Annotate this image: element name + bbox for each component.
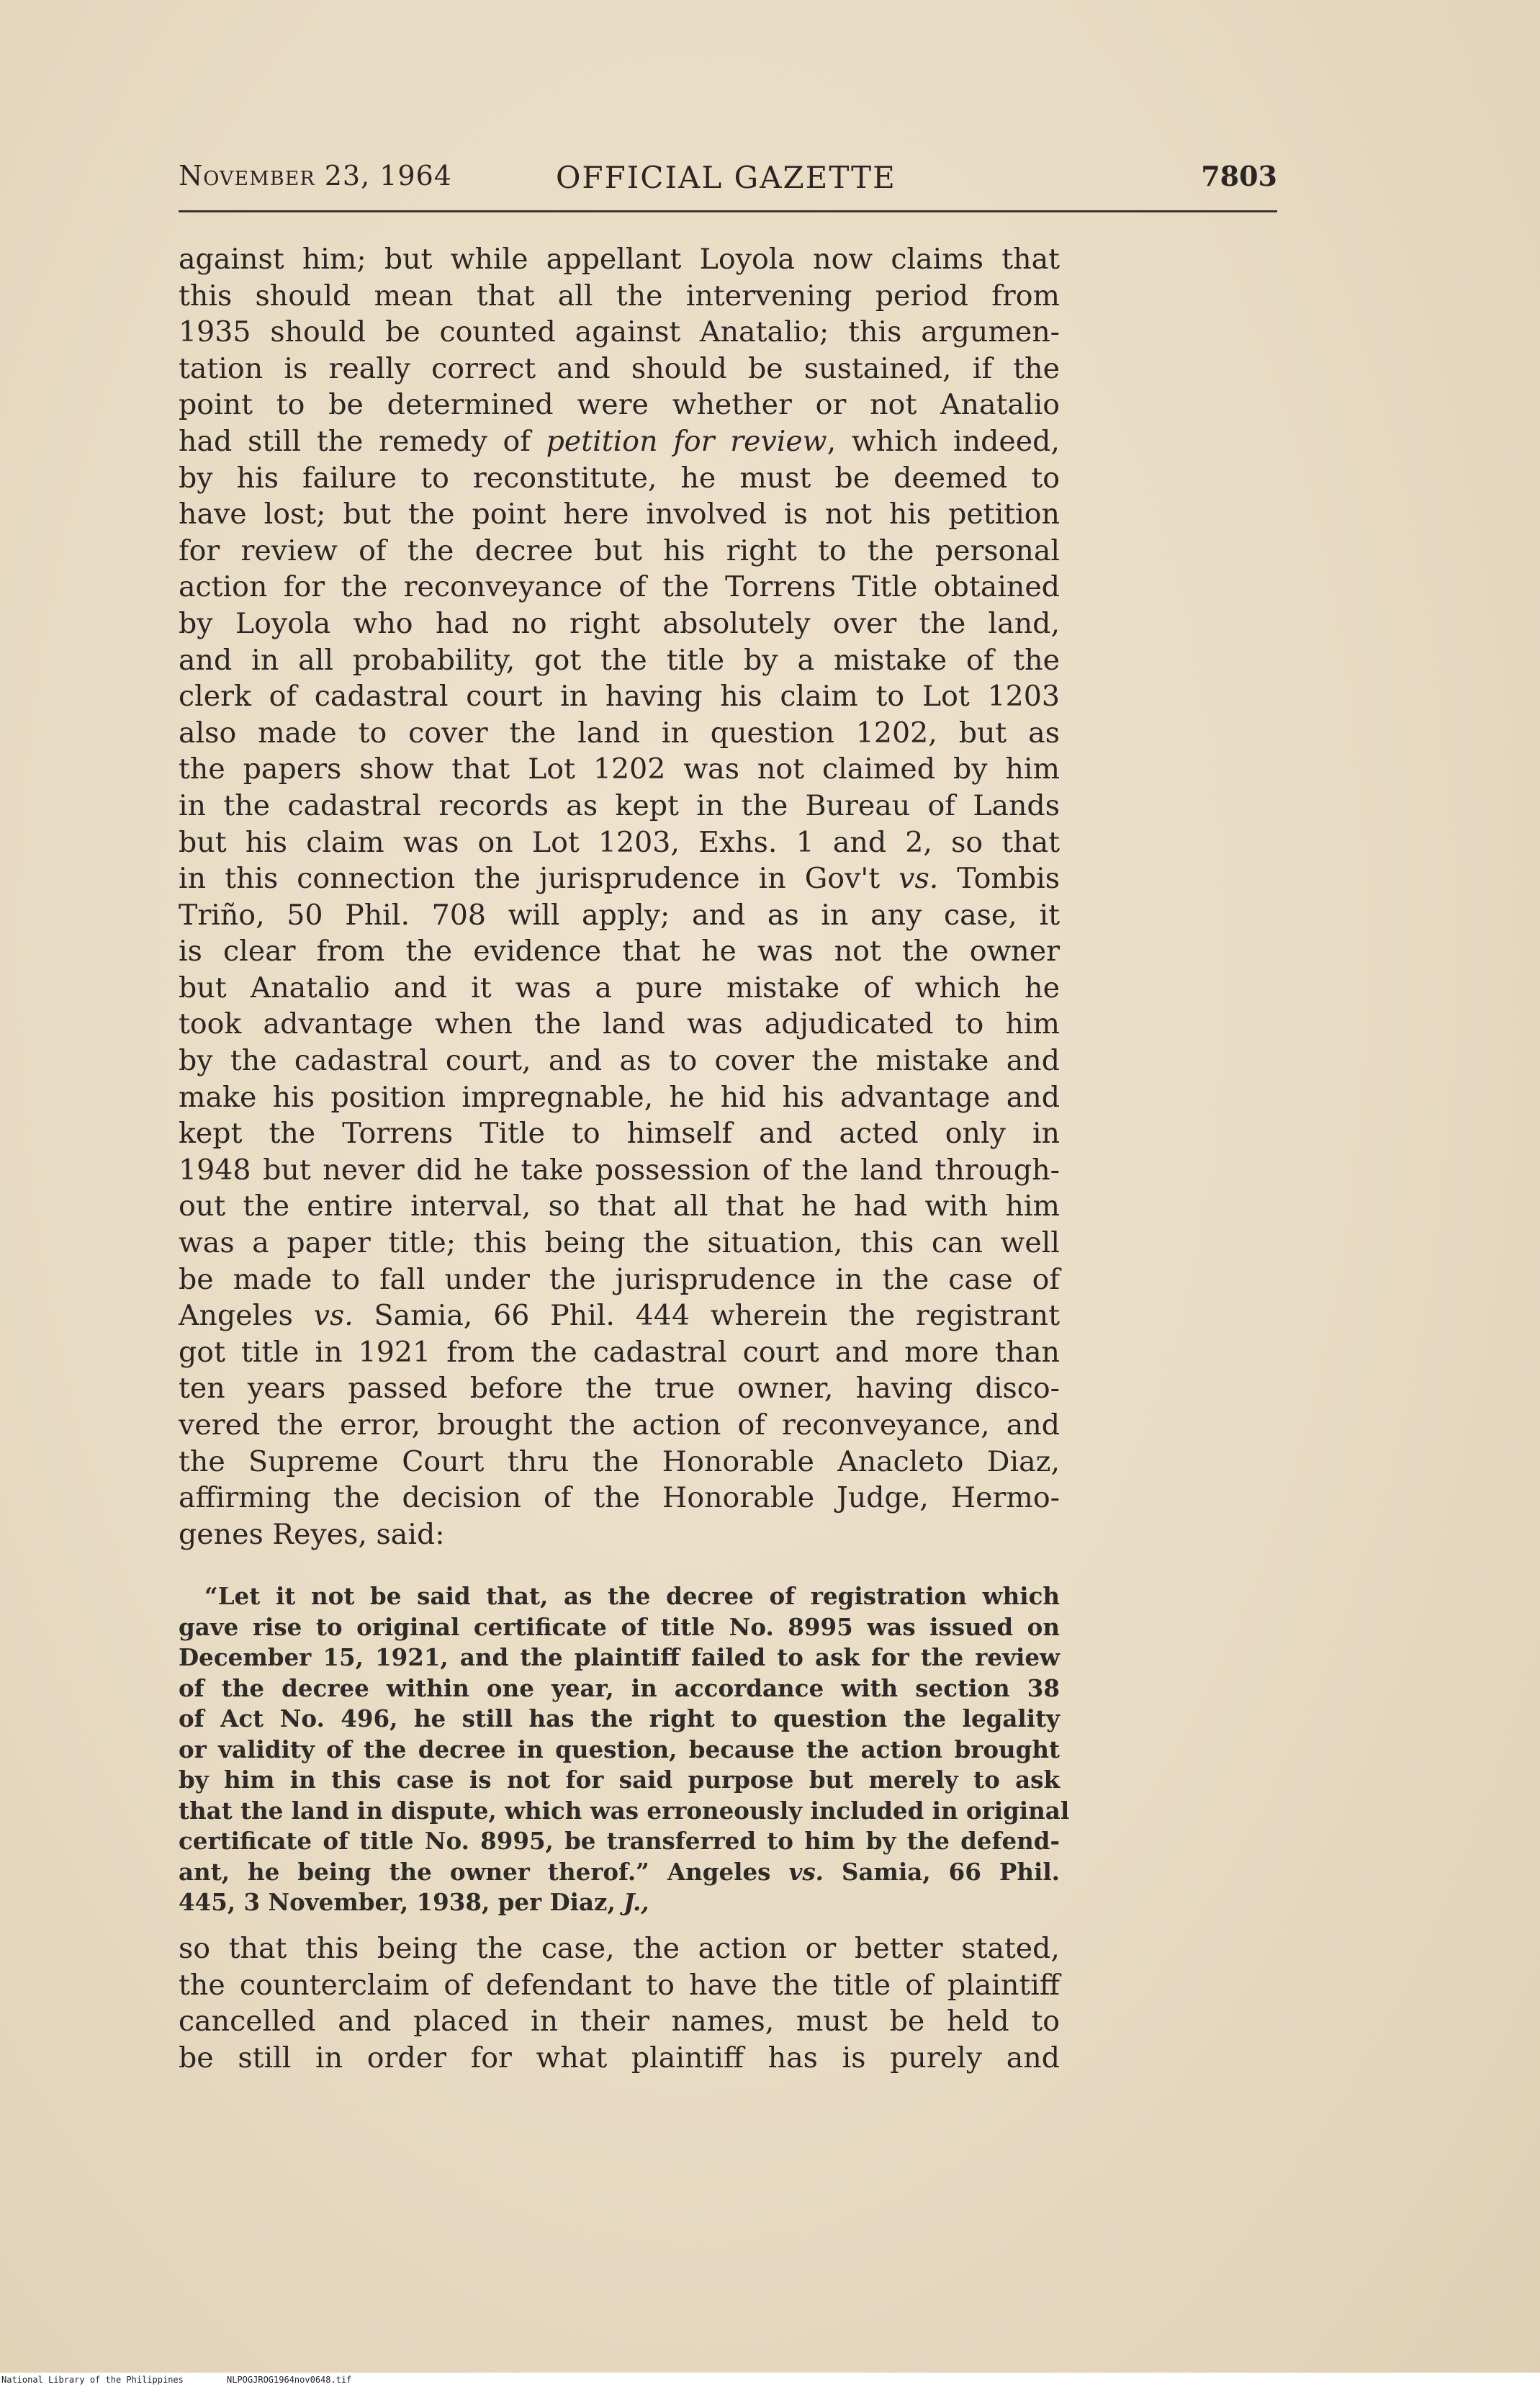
quote-line: gave rise to original certificate of title No. 8995 was issued on: [179, 1612, 1060, 1641]
quote-line: December 15, 1921, and the plaintiff failed to ask for the review: [179, 1643, 1060, 1671]
body-line: but his claim was on Lot 1203, Exhs. 1 and 2, so that: [179, 825, 1060, 859]
header-date: November 23, 1964: [179, 160, 452, 192]
body-line: ten years passed before the true owner, having disco-: [179, 1372, 1060, 1406]
quote-line: of Act No. 496, he still has the right to question the legality: [179, 1704, 1060, 1732]
body-line: be made to fall under the jurisprudence in the case of: [179, 1262, 1060, 1296]
header-rule: [179, 210, 1277, 212]
body-line: 1948 but never did he take possession of the land through-: [179, 1153, 1060, 1187]
scan-footer: [0, 2373, 1540, 2387]
body-line: against him; but while appellant Loyola now claims that: [179, 243, 1060, 276]
body-line: 1935 should be counted against Anatalio; this argumen-: [179, 315, 1060, 349]
tail-line: be still in order for what plaintiff has is purely and: [179, 2041, 1060, 2074]
body-line: the papers show that Lot 1202 was not claimed by him: [179, 752, 1060, 786]
quote-line: “Let it not be said that, as the decree of registration which: [204, 1582, 1060, 1610]
body-line: but Anatalio and it was a pure mistake of which he: [179, 971, 1060, 1004]
body-line: in this connection the jurisprudence in Gov't vs. Tombis: [179, 862, 1061, 896]
body-line: have lost; but the point here involved is not his petition: [179, 498, 1060, 531]
tail-line: cancelled and placed in their names, must be held to: [179, 2005, 1060, 2038]
body-line: and in all probability, got the title by a mistake of the: [179, 643, 1060, 677]
body-line: clerk of cadastral court in having his claim to Lot 1203: [179, 680, 1060, 714]
body-line: Angeles vs. Samia, 66 Phil. 444 wherein the registrant: [179, 1299, 1060, 1333]
footer-filename: NLPOGJROG1964nov0648.tif: [227, 2375, 352, 2385]
body-paragraph: [179, 241, 1060, 1552]
quote-line: of the decree within one year, in accordance with section 38: [179, 1673, 1060, 1702]
body-line: by Loyola who had no right absolutely over the land,: [179, 606, 1060, 640]
body-line: by the cadastral court, and as to cover the mistake and: [179, 1044, 1060, 1078]
tail-line: the counterclaim of defendant to have the title of plaintiff: [179, 1968, 1060, 2002]
tail-line: so that this being the case, the action or better stated,: [179, 1932, 1060, 1965]
block-quote: [179, 1581, 1070, 1918]
body-line: had still the remedy of petition for review, which indeed,: [179, 424, 1060, 458]
body-line: affirming the decision of the Honorable Judge, Hermo-: [179, 1481, 1060, 1515]
header-title: OFFICIAL GAZETTE: [556, 160, 896, 195]
body-line: for review of the decree but his right to the personal: [179, 534, 1060, 567]
body-line: is clear from the evidence that he was not the owner: [179, 935, 1060, 968]
body-line: make his position impregnable, he hid his advantage and: [179, 1080, 1060, 1114]
body-line: kept the Torrens Title to himself and acted only in: [179, 1117, 1060, 1151]
quote-line: that the land in dispute, which was erroneously included in original: [179, 1796, 1070, 1825]
body-line: genes Reyes, said:: [179, 1517, 445, 1551]
body-line: was a paper title; this being the situation, this can well: [179, 1226, 1060, 1260]
body-line: also made to cover the land in question 1202, but as: [179, 716, 1060, 750]
header-page-number: 7803: [1201, 160, 1277, 192]
quote-line: by him in this case is not for said purpose but merely to ask: [179, 1766, 1060, 1794]
body-line: action for the reconveyance of the Torrens Title obtained: [179, 570, 1060, 604]
body-line: the Supreme Court thru the Honorable Anacleto Diaz,: [179, 1444, 1060, 1478]
quote-line: certificate of title No. 8995, be transferred to him by the defend-: [179, 1827, 1060, 1855]
footer-library: National Library of the Philippines: [1, 2375, 184, 2385]
quote-line: 445, 3 November, 1938, per Diaz, J.,: [179, 1888, 649, 1916]
body-line: got title in 1921 from the cadastral court and more than: [179, 1335, 1060, 1369]
page-header: [179, 160, 1277, 203]
quote-line: ant, he being the owner therof.” Angeles vs. Samia, 66 Phil.: [179, 1857, 1061, 1886]
body-line: Triño, 50 Phil. 708 will apply; and as in any case, it: [179, 898, 1060, 932]
body-line: by his failure to reconstitute, he must be deemed to: [179, 461, 1060, 495]
body-line: this should mean that all the intervening period from: [179, 279, 1060, 313]
body-line: vered the error, brought the action of reconveyance, and: [179, 1408, 1060, 1442]
body-line: out the entire interval, so that all that he had with him: [179, 1190, 1060, 1223]
body-line: in the cadastral records as kept in the Bureau of Lands: [179, 788, 1060, 822]
body-line: point to be determined were whether or not Anatalio: [179, 388, 1060, 422]
body-line: took advantage when the land was adjudicated to him: [179, 1007, 1060, 1041]
quote-line: or validity of the decree in question, because the action brought: [179, 1735, 1060, 1763]
closing-paragraph: [179, 1930, 1060, 2076]
body-line: tation is really correct and should be sustained, if the: [179, 351, 1060, 385]
